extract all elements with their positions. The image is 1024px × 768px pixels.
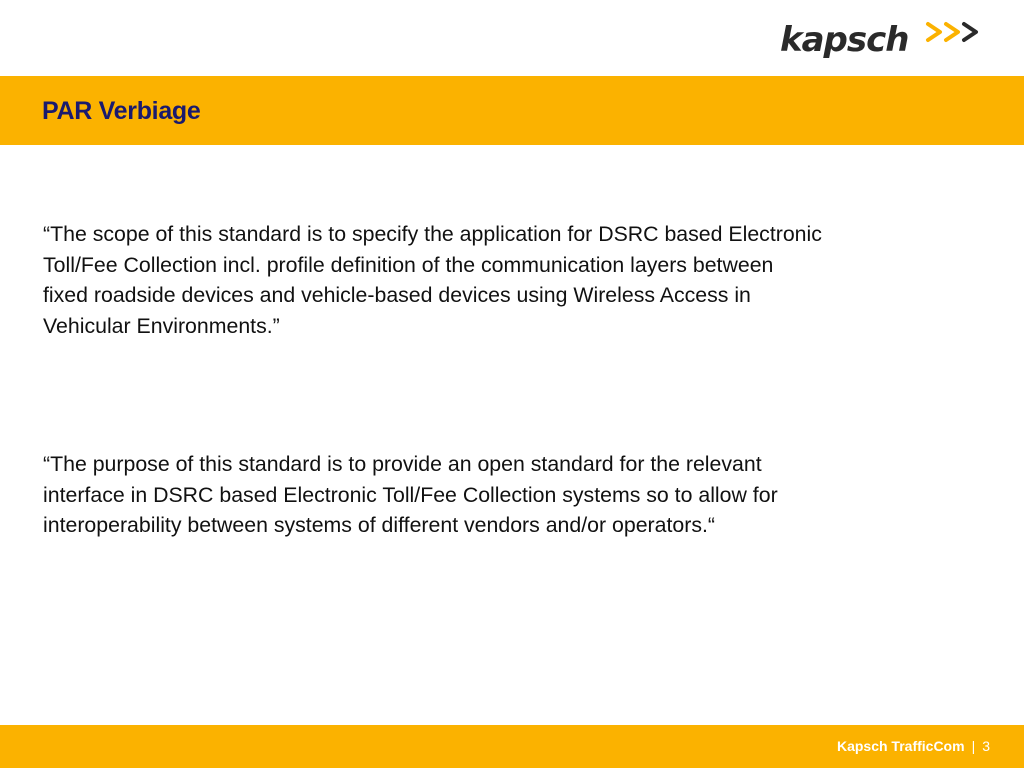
footer <box>837 738 990 754</box>
logo-arrows-icon <box>924 20 984 48</box>
kapsch-logo <box>776 16 996 64</box>
page-number: 3 <box>982 738 990 754</box>
footer-company: Kapsch TrafficCom <box>836 738 965 754</box>
footer-separator: | <box>971 738 976 754</box>
slide-title: PAR Verbiage <box>42 97 201 125</box>
scope-paragraph: “The scope of this standard is to specify the application for DSRC based Electronic Toll/Fee Collection incl. profile definition of the communication layers between fixed roadside devices and vehicle-based devices using Wireless Access in Vehicular Environments.” <box>43 222 822 338</box>
purpose-paragraph: “The purpose of this standard is to provide an open standard for the relevant interface in DSRC based Electronic Toll/Fee Collection systems so to allow for interoperability between systems of different vendors and/or operators.“ <box>43 452 778 537</box>
logo-wordmark: kapsch <box>780 20 909 60</box>
